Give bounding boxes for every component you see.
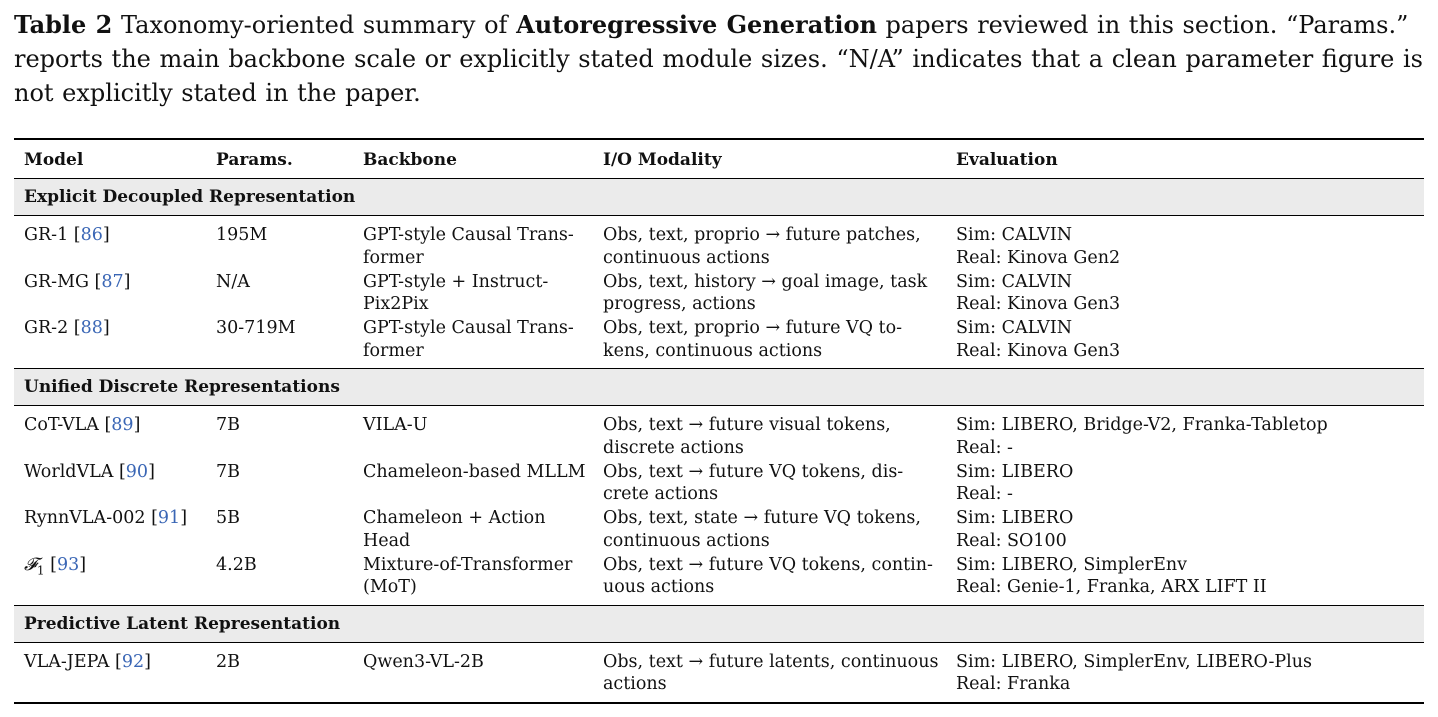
table-row [14, 414, 1424, 461]
backbone-line: GPT-style Causal Trans- [363, 318, 574, 338]
io-modality-cell [603, 317, 947, 362]
backbone-line: former [363, 340, 424, 361]
model-cell: RynnVLA-002 [91] [24, 508, 188, 528]
section-title: Unified Discrete Representations [24, 377, 340, 397]
citation-link[interactable]: 89 [111, 415, 134, 435]
evaluation-line: Real: Kinova Gen2 [956, 247, 1121, 268]
model-cell: GR-MG [87] [24, 271, 131, 292]
evaluation-cell [956, 507, 1416, 552]
evaluation-line: Sim: CALVIN [956, 271, 1073, 292]
io-line: Obs, text, history → goal image, task [603, 271, 928, 292]
model-name: 𝓕 [24, 554, 37, 575]
evaluation-line: Sim: LIBERO, Bridge-V2, Franka-Tabletop [956, 415, 1328, 435]
header-params: Params. [216, 150, 293, 170]
citation-link[interactable]: 91 [157, 508, 181, 528]
citation-link[interactable]: 87 [101, 271, 124, 292]
io-line: actions [603, 674, 667, 694]
backbone-line: Pix2Pix [363, 294, 429, 314]
params-cell: 4.2B [216, 554, 257, 575]
io-modality-cell [603, 461, 947, 506]
io-modality-cell [603, 554, 947, 599]
io-line: discrete actions [603, 437, 744, 458]
io-line: kens, continuous actions [603, 340, 823, 361]
io-line: Obs, text, proprio → future VQ to- [603, 318, 903, 338]
io-line: Obs, text → future VQ tokens, dis- [603, 461, 904, 482]
section-rule [14, 215, 1424, 216]
table-body [14, 178, 1424, 704]
model-cell: 𝓕$_1$ [93] [24, 554, 87, 577]
backbone-line: Chameleon + Action [363, 508, 546, 528]
table-row [14, 554, 1424, 605]
backbone-line: Qwen3-VL-2B [363, 651, 484, 672]
evaluation-line: Real: - [956, 437, 1013, 458]
citation-link[interactable]: 93 [56, 554, 80, 575]
section-header [14, 606, 1424, 642]
evaluation-cell [956, 271, 1416, 316]
io-modality-cell [603, 271, 947, 316]
io-modality-cell [603, 224, 947, 269]
model-cell: WorldVLA [90] [24, 461, 155, 482]
model-name: CoT-VLA [24, 415, 99, 435]
evaluation-line: Sim: LIBERO, SimplerEnv, LIBERO-Plus [956, 651, 1312, 672]
evaluation-cell [956, 554, 1416, 599]
caption-text-pre: Taxonomy-oriented summary of [120, 11, 517, 39]
io-line: Obs, text, proprio → future patches, [603, 225, 921, 245]
summary-table [14, 138, 1424, 704]
evaluation-line: Sim: LIBERO [956, 461, 1074, 482]
params-cell: 2B [216, 651, 240, 672]
backbone-line: Chameleon-based MLLM [363, 461, 586, 482]
backbone-cell [363, 461, 595, 484]
params-cell: N/A [216, 271, 250, 292]
header-io-modality: I/O Modality [603, 150, 722, 170]
io-line: Obs, text → future VQ tokens, contin- [603, 554, 933, 575]
caption-bold: Autoregressive Generation [516, 10, 877, 39]
params-cell: 7B [216, 415, 240, 435]
io-modality-cell [603, 651, 947, 696]
section-header [14, 179, 1424, 215]
model-subscript: 1 [36, 563, 45, 577]
io-modality-cell [603, 414, 947, 459]
model-cell: CoT-VLA [89] [24, 415, 141, 435]
io-line: Obs, text → future visual tokens, [603, 415, 891, 435]
caption-label: Table 2 [14, 10, 113, 39]
params-cell: 5B [216, 508, 240, 528]
evaluation-line: Real: Kinova Gen3 [956, 294, 1121, 314]
evaluation-line: Real: - [956, 484, 1013, 504]
model-name: GR-2 [24, 318, 69, 338]
evaluation-cell [956, 461, 1416, 506]
citation-link[interactable]: 90 [125, 461, 149, 482]
bottom-rule [14, 702, 1424, 704]
evaluation-cell [956, 651, 1416, 696]
io-line: uous actions [603, 577, 715, 597]
backbone-cell [363, 317, 595, 362]
backbone-line: Head [363, 530, 411, 551]
evaluation-line: Real: Franka [956, 674, 1071, 694]
io-line: Obs, text → future latents, continuous [603, 651, 939, 672]
section-title: Predictive Latent Representation [24, 613, 341, 634]
backbone-line: (MoT) [363, 577, 417, 597]
citation-link[interactable]: 88 [80, 318, 103, 338]
section-title: Explicit Decoupled Representation [24, 187, 356, 207]
model-cell: VLA-JEPA [92] [24, 651, 151, 672]
section-rule [14, 405, 1424, 406]
io-line: crete actions [603, 484, 719, 504]
backbone-cell [363, 271, 595, 316]
header-model: Model [24, 150, 84, 170]
model-name: GR-1 [24, 225, 69, 245]
evaluation-line: Real: Kinova Gen3 [956, 340, 1121, 361]
model-cell: GR-1 [86] [24, 225, 110, 245]
table-row [14, 507, 1424, 554]
header-row [14, 140, 1424, 178]
table-row [14, 317, 1424, 368]
evaluation-cell [956, 224, 1416, 269]
citation-link[interactable]: 86 [80, 225, 103, 245]
backbone-cell [363, 414, 595, 437]
params-cell: 30-719M [216, 318, 296, 338]
table-row [14, 271, 1424, 318]
io-line: Obs, text, state → future VQ tokens, [603, 508, 921, 528]
backbone-cell [363, 224, 595, 269]
backbone-line: Mixture-of-Transformer [363, 554, 573, 575]
params-cell: 7B [216, 461, 240, 482]
model-cell: GR-2 [88] [24, 318, 110, 338]
backbone-line: GPT-style Causal Trans- [363, 225, 574, 245]
evaluation-line: Sim: LIBERO [956, 508, 1074, 528]
evaluation-cell [956, 317, 1416, 362]
model-name: WorldVLA [24, 461, 114, 482]
model-name: RynnVLA-002 [24, 508, 146, 528]
backbone-cell [363, 554, 595, 599]
evaluation-line: Sim: LIBERO, SimplerEnv [956, 554, 1188, 575]
header-evaluation: Evaluation [956, 150, 1058, 170]
backbone-cell [363, 507, 595, 552]
evaluation-cell [956, 414, 1416, 459]
io-line: continuous actions [603, 530, 770, 551]
backbone-cell [363, 651, 595, 674]
io-line: continuous actions [603, 247, 770, 268]
evaluation-line: Sim: CALVIN [956, 318, 1073, 338]
evaluation-line: Real: SO100 [956, 530, 1067, 551]
evaluation-line: Real: Genie-1, Franka, ARX LIFT II [956, 577, 1267, 597]
section-rule [14, 642, 1424, 643]
io-line: progress, actions [603, 294, 756, 314]
table-row [14, 224, 1424, 271]
section-header [14, 369, 1424, 405]
io-modality-cell [603, 507, 947, 552]
caption-text-post: papers reviewed in this section. “Params.” reports the main backbone scale or explicitly stated module sizes. “N/A” indicates that a clean parameter figure is not explicitly stated in the paper. [14, 11, 1423, 107]
evaluation-line: Sim: CALVIN [956, 225, 1073, 245]
params-cell: 195M [216, 225, 268, 245]
backbone-line: former [363, 247, 424, 268]
backbone-line: VILA-U [363, 415, 428, 435]
model-name: GR-MG [24, 271, 89, 292]
header-backbone: Backbone [363, 150, 457, 170]
backbone-line: GPT-style + Instruct- [363, 271, 549, 292]
table-row [14, 651, 1424, 702]
table-caption [14, 8, 1426, 110]
model-name: VLA-JEPA [24, 651, 110, 672]
citation-link[interactable]: 92 [121, 651, 145, 672]
table-row [14, 461, 1424, 508]
